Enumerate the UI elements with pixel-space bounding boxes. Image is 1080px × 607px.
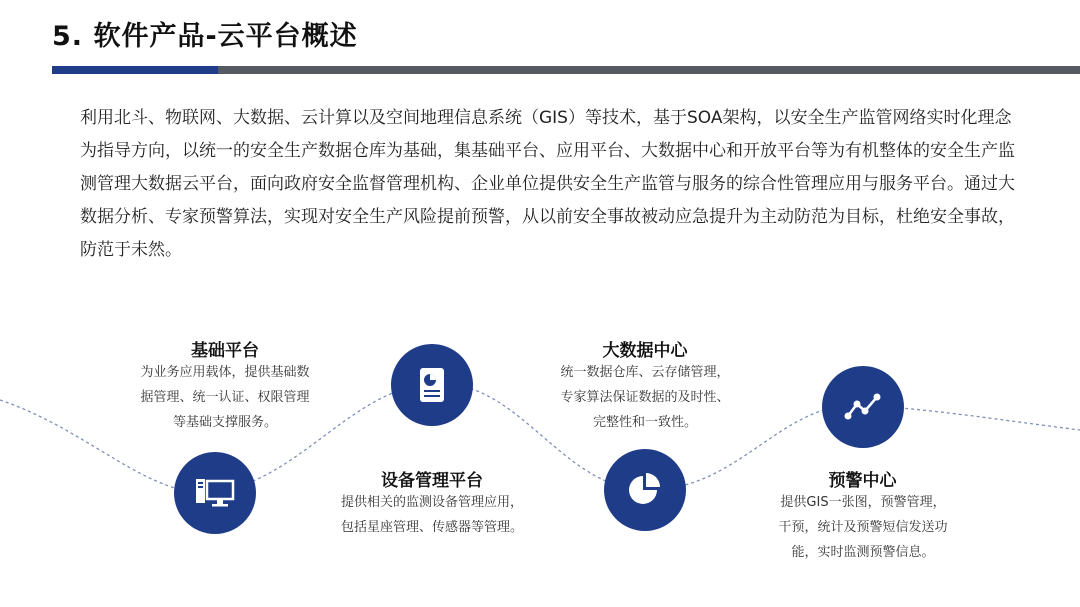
- page-title: 5. 软件产品-云平台概述: [52, 21, 358, 52]
- intro-paragraph: 利用北斗、物联网、大数据、云计算以及空间地理信息系统（GIS）等技术，基于SOA架构，以安全生产监管网络实时化理念为指导方向，以统一的安全生产数据仓库为基础，集基础平台、应用平台、大数据中心和开放平台等为有机整体的安全生产监测管理大数据云平台，面向政府安全监督管理机构、企业单位提供安全生产监管与服务的综合性管理应用与服务平台。通过大数据分析、专家预警算法，实现对安全生产风险提前预警，从以前安全事故被动应急提升为主动防范为目标，杜绝安全事故，防范于未然。: [80, 108, 1015, 260]
- node-desc-bigdata: 统一数据仓库、云存储管理， 专家算法保证数据的及时性、 完整性和一致性。: [560, 365, 730, 430]
- line-chart-icon: [843, 392, 883, 422]
- node-circle-device: [391, 344, 473, 426]
- device-icon: [415, 366, 449, 404]
- node-desc-foundation: 为业务应用载体，提供基础数 据管理、统一认证、权限管理 等基础支撑服务。: [140, 365, 310, 430]
- node-title-bigdata: 大数据中心: [602, 341, 688, 361]
- monitor-icon: [195, 475, 235, 511]
- pie-chart-icon: [627, 472, 663, 508]
- node-desc-warning: 提供GIS一张图，预警管理， 干预，统计及预警短信发送功 能，实时监测预警信息。: [778, 495, 948, 560]
- node-desc-device: 提供相关的监测设备管理应用， 包括星座管理、传感器等管理。: [340, 495, 523, 535]
- node-circle-foundation: [174, 452, 256, 534]
- node-title-foundation: 基础平台: [191, 341, 259, 361]
- node-circle-bigdata: [604, 449, 686, 531]
- node-title-warning: 预警中心: [828, 471, 897, 491]
- node-title-device: 设备管理平台: [381, 471, 483, 491]
- node-circle-warning: [822, 366, 904, 448]
